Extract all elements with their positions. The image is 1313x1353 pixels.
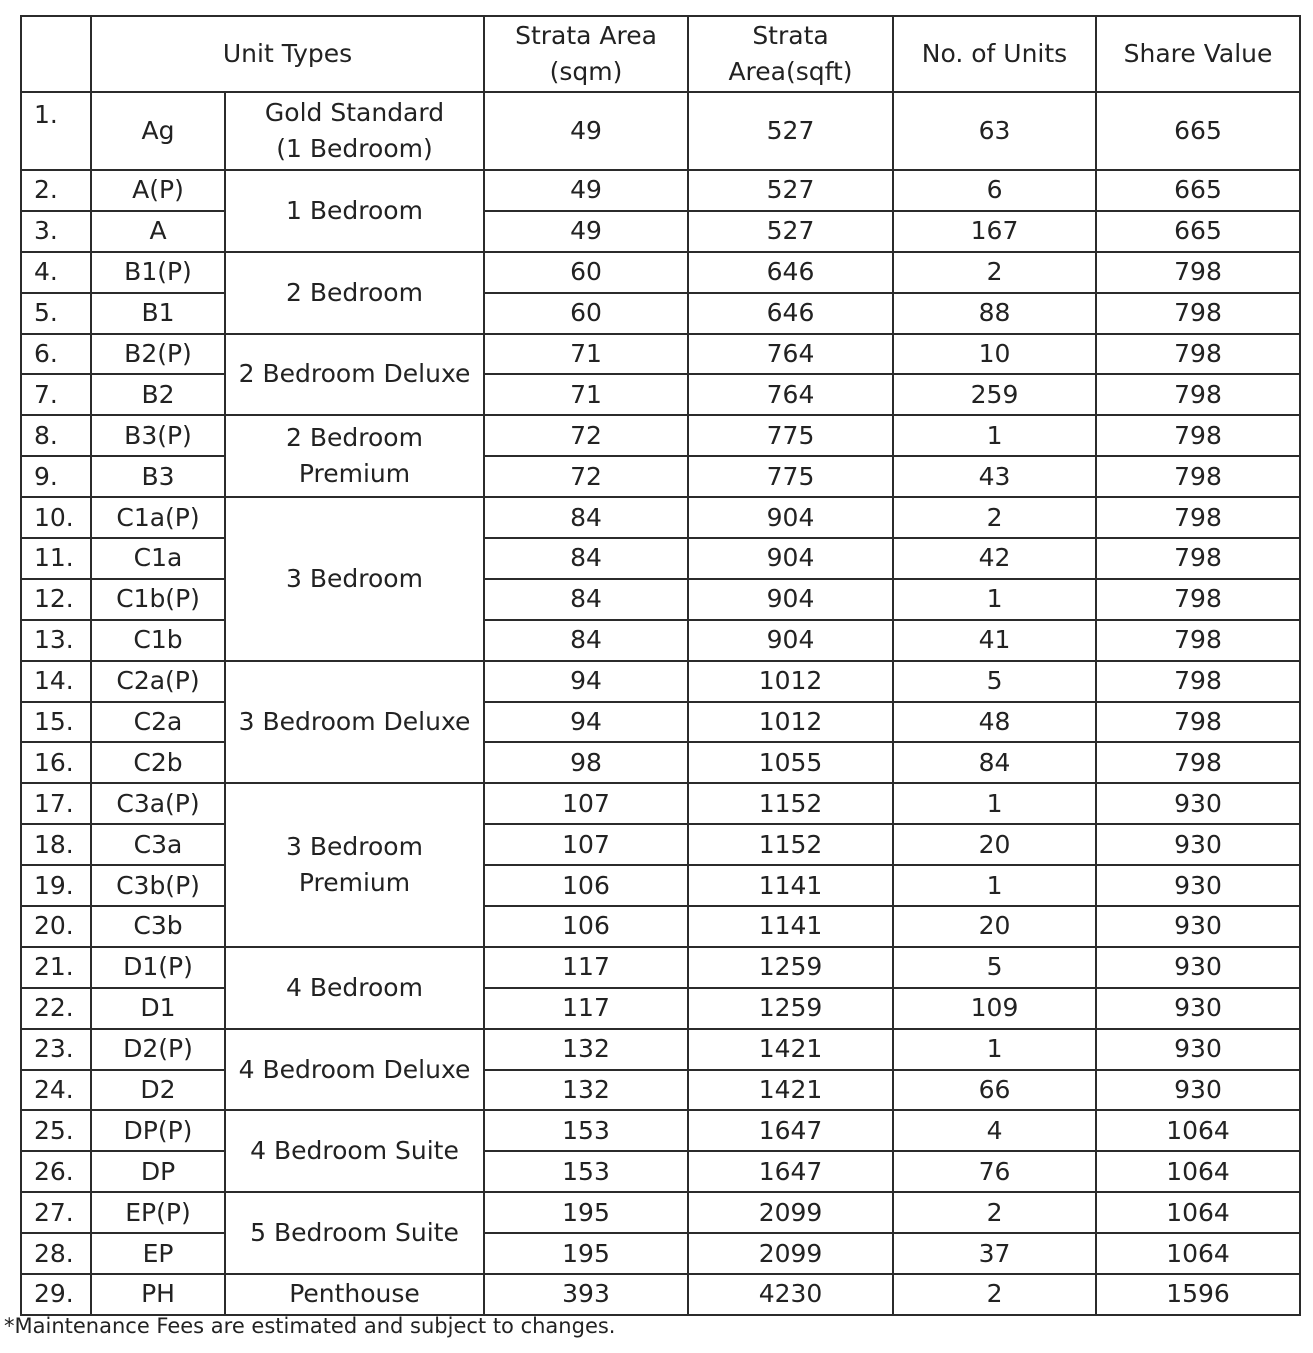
strata-area-sqm: 117 [484, 947, 688, 988]
no-of-units: 76 [893, 1151, 1096, 1192]
unit-type-name [225, 415, 484, 497]
unit-code: EP [91, 1233, 225, 1274]
unit-code: D1(P) [91, 947, 225, 988]
strata-area-sqm: 49 [484, 211, 688, 252]
row-number: 18. [21, 824, 91, 865]
strata-area-sqft: 904 [688, 538, 893, 579]
share-value: 930 [1096, 906, 1300, 947]
table-row [21, 334, 1300, 375]
row-number: 23. [21, 1029, 91, 1070]
no-of-units: 2 [893, 1192, 1096, 1233]
unit-type-line: 5 Bedroom Suite [250, 1218, 459, 1248]
unit-type-line: Gold Standard [264, 98, 445, 127]
row-number: 4. [21, 252, 91, 293]
table-row [21, 988, 1300, 1029]
unit-type-line: 3 Bedroom [286, 563, 423, 593]
strata-area-sqm: 195 [484, 1192, 688, 1233]
no-of-units: 2 [893, 1274, 1096, 1315]
table-row [21, 1233, 1300, 1274]
strata-area-sqft: 2099 [688, 1192, 893, 1233]
footnote: *Maintenance Fees are estimated and subject to changes. [4, 1314, 616, 1338]
table-row [21, 865, 1300, 906]
strata-area-sqft: 764 [688, 374, 893, 415]
unit-type-line: 4 Bedroom Suite [250, 1136, 459, 1166]
share-value: 798 [1096, 334, 1300, 375]
strata-area-sqft: 1647 [688, 1151, 893, 1192]
strata-area-sqm: 393 [484, 1274, 688, 1315]
table-header-row [21, 16, 1300, 92]
strata-area-sqft: 904 [688, 620, 893, 661]
strata-area-sqm: 107 [484, 824, 688, 865]
unit-code: C1b(P) [91, 579, 225, 620]
no-of-units: 4 [893, 1110, 1096, 1151]
strata-area-sqm: 132 [484, 1029, 688, 1070]
unit-code: DP(P) [91, 1110, 225, 1151]
table-row [21, 579, 1300, 620]
share-value: 665 [1096, 211, 1300, 252]
strata-area-sqm: 84 [484, 538, 688, 579]
strata-area-sqm: 132 [484, 1070, 688, 1111]
unit-type-name [225, 92, 484, 170]
unit-type-name [225, 170, 484, 252]
row-number: 9. [21, 456, 91, 497]
no-of-units: 63 [893, 92, 1096, 170]
strata-area-sqm: 94 [484, 661, 688, 702]
no-of-units: 109 [893, 988, 1096, 1029]
no-of-units: 88 [893, 293, 1096, 334]
share-value: 930 [1096, 947, 1300, 988]
no-of-units: 6 [893, 170, 1096, 211]
table-row [21, 211, 1300, 252]
strata-area-sqft: 1152 [688, 824, 893, 865]
unit-code: C3b [91, 906, 225, 947]
row-number: 21. [21, 947, 91, 988]
unit-type-line: 4 Bedroom Deluxe [238, 1054, 471, 1084]
strata-area-sqm: 49 [484, 92, 688, 170]
unit-type-name [225, 783, 484, 947]
row-number: 26. [21, 1151, 91, 1192]
no-of-units: 20 [893, 824, 1096, 865]
row-number: 17. [21, 783, 91, 824]
table-row [21, 947, 1300, 988]
unit-code: C3a(P) [91, 783, 225, 824]
share-value: 930 [1096, 988, 1300, 1029]
share-value: 798 [1096, 742, 1300, 783]
row-number: 8. [21, 415, 91, 456]
share-value: 1064 [1096, 1233, 1300, 1274]
share-value: 798 [1096, 293, 1300, 334]
unit-type-name [225, 252, 484, 334]
unit-type-name [225, 334, 484, 416]
unit-type-name [225, 1192, 484, 1274]
no-of-units: 66 [893, 1070, 1096, 1111]
no-of-units: 84 [893, 742, 1096, 783]
table-row [21, 742, 1300, 783]
unit-code: B2(P) [91, 334, 225, 375]
header-unit-types: Unit Types [91, 16, 484, 92]
table-row [21, 1070, 1300, 1111]
table-row [21, 293, 1300, 334]
share-value: 930 [1096, 865, 1300, 906]
strata-area-sqft: 1259 [688, 947, 893, 988]
strata-area-sqft: 646 [688, 293, 893, 334]
no-of-units: 1 [893, 415, 1096, 456]
unit-code: D2(P) [91, 1029, 225, 1070]
share-value: 798 [1096, 538, 1300, 579]
strata-area-sqft: 1055 [688, 742, 893, 783]
unit-code: B3 [91, 456, 225, 497]
strata-area-sqm: 60 [484, 252, 688, 293]
no-of-units: 5 [893, 947, 1096, 988]
table-row [21, 906, 1300, 947]
strata-area-sqft: 1152 [688, 783, 893, 824]
header-strata-sqm: Strata Area (sqm) [484, 16, 688, 92]
share-value: 798 [1096, 456, 1300, 497]
unit-type-name [225, 1274, 484, 1315]
table-row [21, 702, 1300, 743]
strata-area-sqft: 1012 [688, 661, 893, 702]
table-row [21, 497, 1300, 538]
unit-type-line: 2 Bedroom [286, 277, 423, 307]
row-number: 12. [21, 579, 91, 620]
unit-code: C1a(P) [91, 497, 225, 538]
row-number: 10. [21, 497, 91, 538]
unit-code: A [91, 211, 225, 252]
unit-code: B1(P) [91, 252, 225, 293]
unit-type-name [225, 661, 484, 784]
unit-type-line: 2 Bedroom [286, 423, 423, 453]
row-number: 14. [21, 661, 91, 702]
share-value: 930 [1096, 1070, 1300, 1111]
strata-area-sqm: 72 [484, 456, 688, 497]
table-row [21, 783, 1300, 824]
table-row [21, 374, 1300, 415]
table-body [21, 92, 1300, 1315]
table-row [21, 456, 1300, 497]
share-value: 1596 [1096, 1274, 1300, 1315]
strata-area-sqft: 1141 [688, 865, 893, 906]
table-row [21, 1110, 1300, 1151]
row-number: 28. [21, 1233, 91, 1274]
unit-code: D2 [91, 1070, 225, 1111]
no-of-units: 1 [893, 783, 1096, 824]
unit-code: C1a [91, 538, 225, 579]
strata-area-sqft: 1141 [688, 906, 893, 947]
header-index [21, 16, 91, 92]
no-of-units: 42 [893, 538, 1096, 579]
table-row [21, 92, 1300, 170]
strata-area-sqm: 84 [484, 620, 688, 661]
share-value: 930 [1096, 824, 1300, 865]
strata-area-sqm: 49 [484, 170, 688, 211]
no-of-units: 259 [893, 374, 1096, 415]
strata-area-sqft: 1421 [688, 1070, 893, 1111]
strata-area-sqm: 106 [484, 865, 688, 906]
unit-code: D1 [91, 988, 225, 1029]
no-of-units: 2 [893, 497, 1096, 538]
row-number: 7. [21, 374, 91, 415]
strata-area-sqft: 775 [688, 456, 893, 497]
share-value: 1064 [1096, 1151, 1300, 1192]
share-value: 665 [1096, 170, 1300, 211]
no-of-units: 2 [893, 252, 1096, 293]
unit-type-name [225, 947, 484, 1029]
strata-area-sqft: 527 [688, 211, 893, 252]
share-value: 930 [1096, 1029, 1300, 1070]
strata-area-sqm: 72 [484, 415, 688, 456]
unit-type-line: 3 Bedroom [286, 832, 423, 862]
unit-code: EP(P) [91, 1192, 225, 1233]
strata-area-sqft: 1647 [688, 1110, 893, 1151]
header-no-of-units: No. of Units [893, 16, 1096, 92]
no-of-units: 37 [893, 1233, 1096, 1274]
no-of-units: 20 [893, 906, 1096, 947]
unit-code: C2a(P) [91, 661, 225, 702]
header-share-value: Share Value [1096, 16, 1300, 92]
strata-area-sqft: 775 [688, 415, 893, 456]
row-number: 16. [21, 742, 91, 783]
strata-area-sqm: 84 [484, 579, 688, 620]
share-value: 1064 [1096, 1192, 1300, 1233]
strata-area-sqft: 646 [688, 252, 893, 293]
header-strata-sqft: Strata Area(sqft) [688, 16, 893, 92]
unit-type-line: 4 Bedroom [286, 972, 423, 1002]
strata-area-sqm: 98 [484, 742, 688, 783]
strata-area-sqm: 153 [484, 1151, 688, 1192]
no-of-units: 48 [893, 702, 1096, 743]
row-number: 1. [21, 92, 91, 170]
share-value: 798 [1096, 374, 1300, 415]
unit-type-line: Penthouse [289, 1279, 420, 1309]
unit-code: C1b [91, 620, 225, 661]
unit-type-line: (1 Bedroom) [276, 134, 433, 163]
strata-area-sqft: 1259 [688, 988, 893, 1029]
table-row [21, 538, 1300, 579]
share-value: 798 [1096, 661, 1300, 702]
strata-area-sqm: 106 [484, 906, 688, 947]
strata-area-sqm: 60 [484, 293, 688, 334]
table-row [21, 415, 1300, 456]
row-number: 3. [21, 211, 91, 252]
row-number: 5. [21, 293, 91, 334]
unit-type-line: 1 Bedroom [286, 195, 423, 225]
row-number: 24. [21, 1070, 91, 1111]
share-value: 798 [1096, 579, 1300, 620]
unit-code: C2a [91, 702, 225, 743]
strata-area-sqm: 84 [484, 497, 688, 538]
row-number: 25. [21, 1110, 91, 1151]
row-number: 22. [21, 988, 91, 1029]
no-of-units: 43 [893, 456, 1096, 497]
unit-code: C2b [91, 742, 225, 783]
row-number: 2. [21, 170, 91, 211]
no-of-units: 1 [893, 865, 1096, 906]
row-number: 27. [21, 1192, 91, 1233]
row-number: 11. [21, 538, 91, 579]
share-value: 930 [1096, 783, 1300, 824]
share-value: 1064 [1096, 1110, 1300, 1151]
unit-type-line: 3 Bedroom Deluxe [238, 707, 471, 737]
row-number: 13. [21, 620, 91, 661]
strata-area-sqft: 2099 [688, 1233, 893, 1274]
row-number: 29. [21, 1274, 91, 1315]
share-value: 798 [1096, 702, 1300, 743]
unit-code: PH [91, 1274, 225, 1315]
strata-area-sqft: 904 [688, 497, 893, 538]
table-row [21, 1192, 1300, 1233]
row-number: 19. [21, 865, 91, 906]
table-row [21, 1029, 1300, 1070]
strata-area-sqft: 4230 [688, 1274, 893, 1315]
unit-code: C3a [91, 824, 225, 865]
strata-area-sqm: 117 [484, 988, 688, 1029]
share-value: 665 [1096, 92, 1300, 170]
row-number: 15. [21, 702, 91, 743]
unit-code: A(P) [91, 170, 225, 211]
table-row [21, 170, 1300, 211]
strata-area-sqft: 1012 [688, 702, 893, 743]
strata-area-sqm: 195 [484, 1233, 688, 1274]
table-row [21, 824, 1300, 865]
strata-area-sqft: 527 [688, 170, 893, 211]
strata-area-sqft: 764 [688, 334, 893, 375]
strata-area-sqft: 1421 [688, 1029, 893, 1070]
share-value: 798 [1096, 620, 1300, 661]
no-of-units: 5 [893, 661, 1096, 702]
unit-type-line: Premium [298, 868, 411, 898]
unit-code: C3b(P) [91, 865, 225, 906]
table-row [21, 661, 1300, 702]
strata-area-sqm: 153 [484, 1110, 688, 1151]
unit-code: Ag [91, 92, 225, 170]
strata-area-sqm: 71 [484, 374, 688, 415]
no-of-units: 1 [893, 1029, 1096, 1070]
strata-area-sqm: 71 [484, 334, 688, 375]
share-value: 798 [1096, 415, 1300, 456]
unit-type-line: Premium [298, 459, 411, 489]
table-row [21, 1151, 1300, 1192]
strata-area-sqft: 527 [688, 92, 893, 170]
unit-code: DP [91, 1151, 225, 1192]
no-of-units: 167 [893, 211, 1096, 252]
strata-area-sqm: 94 [484, 702, 688, 743]
strata-area-sqm: 107 [484, 783, 688, 824]
share-value: 798 [1096, 497, 1300, 538]
unit-types-table [20, 15, 1301, 1316]
row-number: 20. [21, 906, 91, 947]
unit-type-name [225, 497, 484, 661]
share-value: 798 [1096, 252, 1300, 293]
unit-code: B2 [91, 374, 225, 415]
unit-type-name [225, 1110, 484, 1192]
no-of-units: 1 [893, 579, 1096, 620]
unit-code: B3(P) [91, 415, 225, 456]
unit-code: B1 [91, 293, 225, 334]
unit-type-name [225, 1029, 484, 1111]
no-of-units: 10 [893, 334, 1096, 375]
table-row [21, 620, 1300, 661]
row-number: 6. [21, 334, 91, 375]
table-row [21, 252, 1300, 293]
no-of-units: 41 [893, 620, 1096, 661]
strata-area-sqft: 904 [688, 579, 893, 620]
unit-type-line: 2 Bedroom Deluxe [238, 359, 471, 389]
table-row [21, 1274, 1300, 1315]
